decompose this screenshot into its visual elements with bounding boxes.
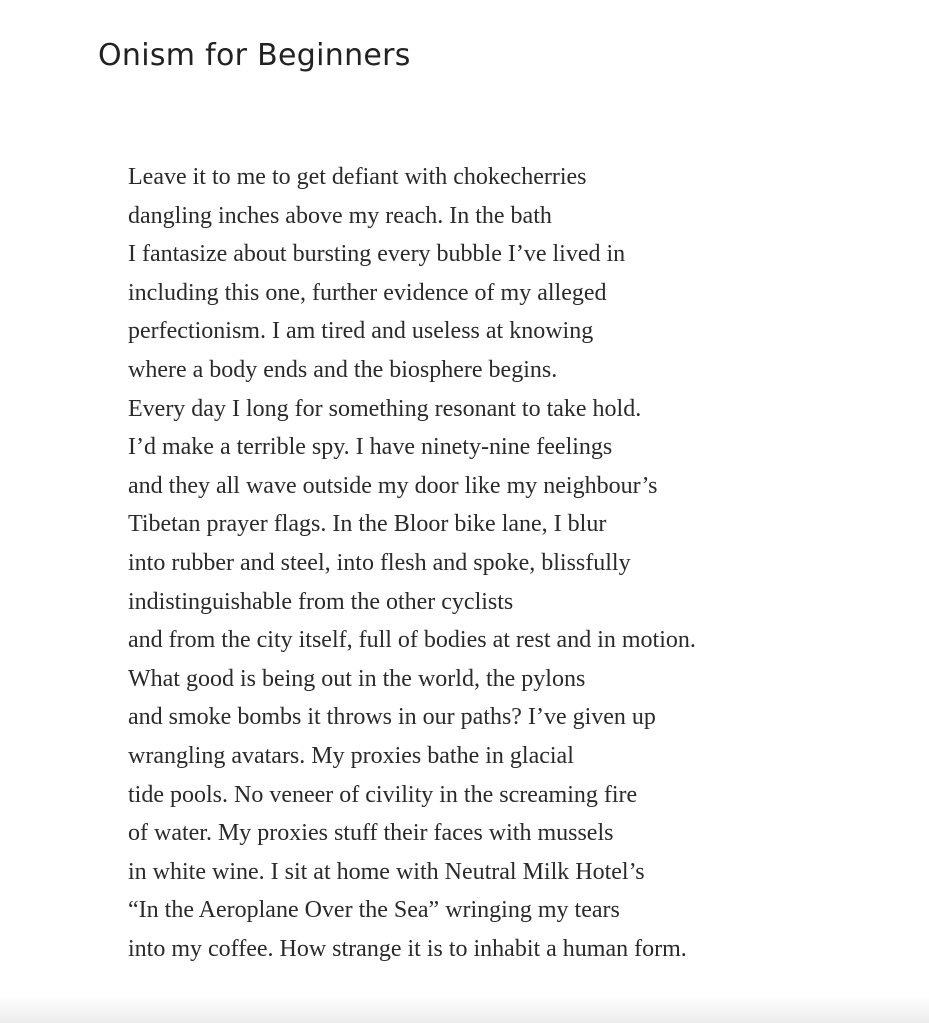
poem-line: What good is being out in the world, the pylons (128, 665, 586, 692)
poem-line: Leave it to me to get defiant with chokecherries (128, 164, 587, 190)
poem-line: including this one, further evidence of my alleged (128, 279, 607, 306)
poem-line: and they all wave outside my door like my neighbour’s (128, 472, 658, 499)
poem-line: indistinguishable from the other cyclists (128, 588, 514, 615)
poem-line: Every day I long for something resonant to take hold. (128, 395, 642, 422)
poem-line: tide pools. No veneer of civility in the screaming fire (128, 781, 638, 808)
poem-line: “In the Aeroplane Over the Sea” wringing my tears (128, 897, 620, 924)
poem-line: into rubber and steel, into flesh and spoke, blissfully (128, 549, 631, 576)
poem-line: Tibetan prayer flags. In the Bloor bike lane, I blur (128, 511, 607, 538)
poem-line: wrangling avatars. My proxies bathe in glacial (128, 742, 574, 769)
page-bottom-edge (0, 995, 929, 1023)
poem-line: of water. My proxies stuff their faces with mussels (128, 820, 614, 847)
poem-body (128, 158, 696, 968)
poem-line: in white wine. I sit at home with Neutral Milk Hotel’s (128, 858, 645, 885)
poem-line: I’d make a terrible spy. I have ninety-nine feelings (128, 434, 613, 461)
poem-line: and from the city itself, full of bodies at rest and in motion. (128, 627, 696, 654)
poem-line: I fantasize about bursting every bubble I’ve lived in (128, 241, 626, 268)
poem-line: into my coffee. How strange it is to inhabit a human form. (128, 935, 687, 962)
poem-line: dangling inches above my reach. In the bath (128, 202, 552, 229)
poem-line: perfectionism. I am tired and useless at knowing (128, 318, 594, 345)
poem-line: where a body ends and the biosphere begins. (128, 356, 558, 383)
page-title: Onism for Beginners (98, 38, 411, 73)
poem-line: and smoke bombs it throws in our paths? I’ve given up (128, 704, 656, 731)
